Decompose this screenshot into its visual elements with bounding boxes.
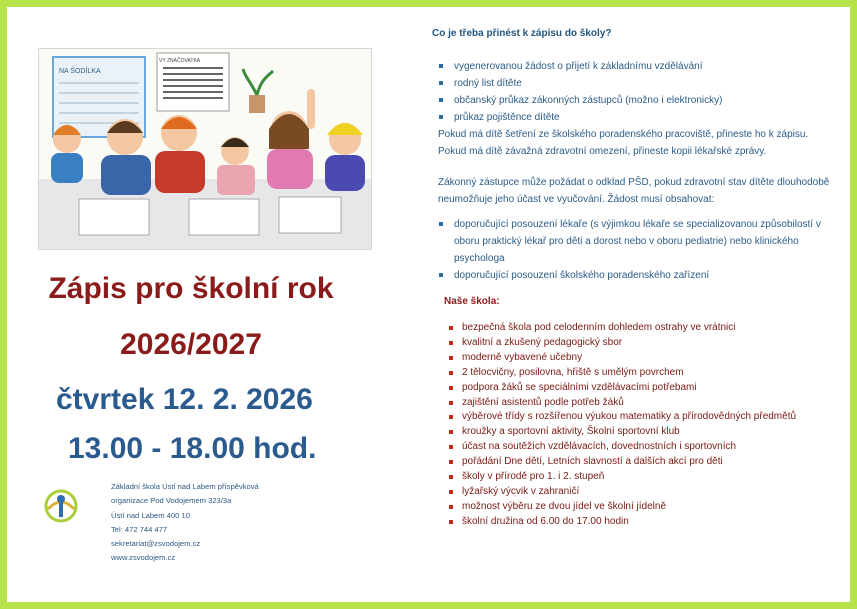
school-logo-icon [44, 489, 78, 523]
classroom-drawing [39, 49, 371, 249]
school-email: sekretariat@zsvodojem.cz [111, 539, 201, 549]
medical-note: Pokud má dítě závažná zdravotní omezení, přineste kopii lékařské zprávy. [438, 146, 767, 157]
deferral-note: Zákonný zástupce může požádat o odklad PŠD, pokud zdravotní stav dítěte dlouhodobě neumožňuje jeho účast ve vyučování. Žádost musí obsahovat: [438, 177, 830, 205]
list-item: kvalitní a zkušený pedagogický sbor [430, 336, 830, 351]
list-item: zajištění asistentů podle potřeb žáků [430, 396, 830, 411]
enrollment-title: Zápis pro školní rok [48, 272, 334, 305]
list-item: doporučující posouzení školského poradenského zařízení [430, 267, 830, 284]
list-item: moderně vybavené učebny [430, 351, 830, 366]
school-phone: Tel: 472 744 477 [111, 524, 168, 534]
enrollment-time: 13.00 - 18.00 hod. [68, 432, 317, 465]
list-item: doporučující posouzení lékaře (s výjimkou lékaře se specializovanou způsobilostí v oboru praktický lékař pro děti a dorost nebo v oboru pediatrie) nebo klinického psychologa [430, 216, 830, 267]
list-item: pořádání Dne dětí, Letních slavností a dalších akcí pro děti [430, 455, 830, 470]
info-column [430, 28, 830, 530]
list-item: školy v přírodě pro 1. i 2. stupeň [430, 470, 830, 485]
counseling-note: Pokud má dítě šetření ze školského poradenského pracoviště, přineste ho k zápisu. [438, 129, 809, 140]
board-label: NA ŠODÍLKA [59, 68, 101, 75]
enrollment-date: čtvrtek 12. 2. 2026 [56, 383, 313, 416]
list-item: lyžařský výcvik v zahraničí [430, 485, 830, 500]
deferral-list [430, 216, 830, 284]
list-item: podpora žáků se speciálními vzdělávacími potřebami [430, 381, 830, 396]
requirements-heading: Co je třeba přinést k zápisu do školy? [432, 28, 612, 39]
school-website: www.zsvodojem.cz [111, 553, 176, 563]
list-item: vygenerovanou žádost o přijetí k základnímu vzdělávání [430, 58, 830, 75]
list-item: školní družina od 6.00 do 17.00 hodin [430, 515, 830, 530]
list-item: průkaz pojištěnce dítěte [430, 109, 830, 126]
list-item: bezpečná škola pod celodenním dohledem ostrahy ve vrátnici [430, 321, 830, 336]
school-year: 2026/2027 [120, 328, 262, 361]
list-item: možnost výběru ze dvou jídel ve školní jídelně [430, 500, 830, 515]
classroom-illustration [38, 48, 372, 250]
list-item: účast na soutěžích vzdělávacích, dovednostních i sportovních [430, 440, 830, 455]
school-contact [111, 480, 259, 566]
list-item: 2 tělocvičny, posilovna, hřiště s umělým povrchem [430, 366, 830, 381]
sign-label: VY ZNAČOVATKA [159, 58, 201, 64]
list-item: rodný list dítěte [430, 75, 830, 92]
requirements-list [430, 58, 830, 126]
school-features-list [430, 321, 830, 530]
school-heading: Naše škola: [444, 296, 500, 307]
list-item: výběrové třídy s rozšířenou výukou matematiky a přírodovědných předmětů [430, 410, 830, 425]
school-city: Ústí nad Labem 400 10 [111, 510, 190, 520]
school-address: organizace Pod Vodojemem 323/3a [111, 496, 232, 506]
list-item: kroužky a sportovní aktivity, Školní sportovní klub [430, 425, 830, 440]
list-item: občanský průkaz zákonných zástupců (možno i elektronicky) [430, 92, 830, 109]
school-name: Základní škola Ústí nad Labem příspěvková [111, 482, 259, 491]
